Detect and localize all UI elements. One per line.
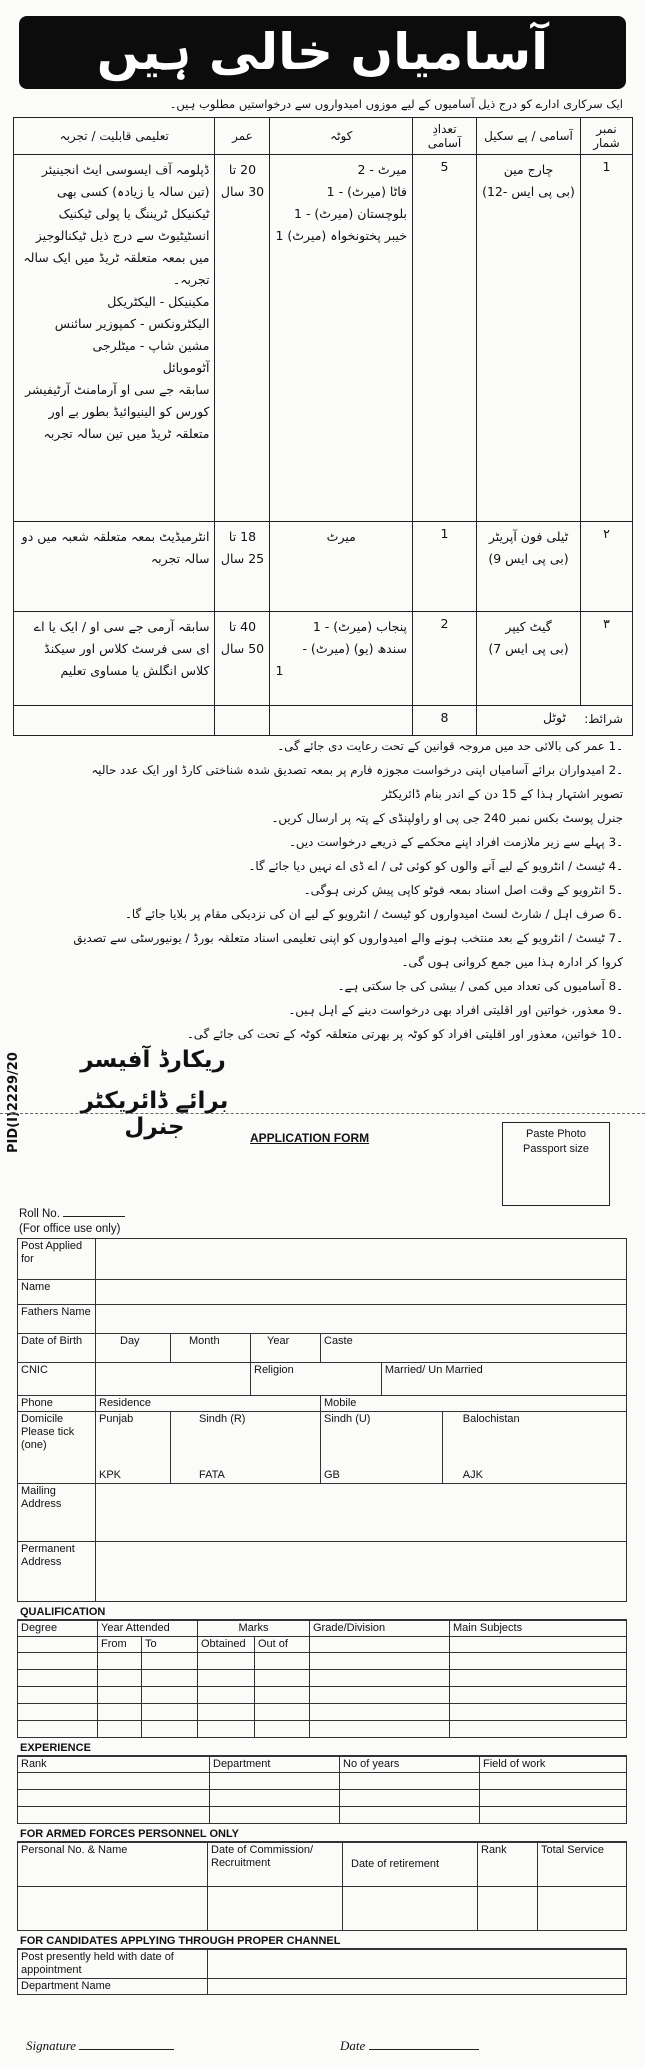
total-empty bbox=[215, 706, 270, 736]
qualification-line: سابقہ آرمی جے سی او / ایک یا اے ای سی فرسٹ کلاس اور سیکنڈ کلاس انگلش یا مساوی تعلیم bbox=[33, 619, 210, 678]
q-cell bbox=[450, 1636, 627, 1652]
age-to: 25 سال bbox=[220, 551, 265, 566]
roll-label: Roll No. bbox=[19, 1208, 60, 1220]
qualification-line: آٹوموبائل bbox=[162, 360, 210, 375]
qualification-row[interactable] bbox=[18, 1720, 627, 1737]
intro-text: ایک سرکاری ادارے کو درج ذیل آسامیوں کے لیے موزوں امیدواروں سے درخواستیں مطلوب ہیں۔ bbox=[169, 97, 623, 111]
armed-forces-heading: FOR ARMED FORCES PERSONNEL ONLY bbox=[17, 1824, 627, 1842]
date-group bbox=[340, 2038, 479, 2054]
row-post bbox=[477, 155, 581, 522]
row-qualification bbox=[14, 155, 215, 522]
post-scale: (بی پی ایس -12) bbox=[482, 184, 575, 199]
e-rank-header: Rank bbox=[18, 1756, 210, 1772]
cut-line bbox=[0, 1113, 645, 1114]
experience-row[interactable] bbox=[18, 1789, 627, 1806]
q-from-header: From bbox=[98, 1636, 142, 1652]
age-from: 20 تا bbox=[228, 162, 257, 177]
row-serial: 1 bbox=[581, 155, 633, 522]
qualification-line: انٹرمیڈیٹ بمعہ متعلقہ شعبہ میں دو سالہ تجربہ bbox=[21, 529, 210, 566]
row-count: 2 bbox=[413, 612, 477, 706]
total-empty bbox=[270, 706, 413, 736]
total-label: ٹوٹل bbox=[477, 706, 633, 736]
row-post bbox=[477, 522, 581, 612]
fathers-name-label: Fathers Name bbox=[18, 1305, 96, 1334]
condition-item: ۔6 صرف اہل / شارٹ لسٹ امیدواروں کو ٹیسٹ / انٹرویو کے لیے ان کی نزدیکی مقام پر بلایا جائے گا۔ bbox=[124, 907, 623, 921]
application-form bbox=[17, 1238, 627, 1995]
marital-field[interactable]: Married/ Un Married bbox=[381, 1363, 626, 1396]
name-field[interactable] bbox=[96, 1280, 627, 1305]
domicile-option-fata[interactable]: FATA bbox=[171, 1468, 321, 1484]
armed-forces-table bbox=[17, 1842, 627, 1931]
pid-code bbox=[6, 1033, 28, 1153]
quota-line: بلوچستان (میرٹ) - 1 bbox=[294, 206, 407, 221]
vacancy-table bbox=[13, 117, 633, 736]
domicile-option-punjab[interactable]: Punjab bbox=[96, 1412, 171, 1468]
qualification-row[interactable] bbox=[18, 1686, 627, 1703]
residence-phone-field[interactable]: Residence bbox=[96, 1396, 321, 1412]
a-service-header: Total Service bbox=[538, 1842, 627, 1886]
q-cell bbox=[18, 1636, 98, 1652]
total-empty bbox=[14, 706, 215, 736]
header-quota: کوٹہ bbox=[270, 118, 413, 155]
header-post: آسامی / پے سکیل bbox=[477, 118, 581, 155]
header-count: تعدادِ آسامی bbox=[413, 118, 477, 155]
quota-line: پنجاب (میرٹ) - 1 bbox=[312, 619, 407, 634]
proper-channel-heading: FOR CANDIDATES APPLYING THROUGH PROPER CHANNEL bbox=[17, 1931, 627, 1949]
qualification-heading: QUALIFICATION bbox=[17, 1602, 627, 1620]
signatory-title: ریکارڈ آفیسر bbox=[80, 1047, 226, 1073]
vacancy-header-row bbox=[14, 118, 633, 155]
condition-item: جنرل پوسٹ بکس نمبر 240 جی پی او راولپنڈی کے پتہ پر ارسال کریں۔ bbox=[271, 811, 623, 825]
cnic-label: CNIC bbox=[18, 1363, 96, 1396]
q-year-header: Year Attended bbox=[98, 1620, 198, 1636]
qualification-line: سابقہ جے سی او آرمامنٹ آرٹیفیشر کورس کو الینیوائیڈ بطور بے اور متعلقہ ٹریڈ میں تین سالہ تجربہ bbox=[25, 382, 210, 441]
condition-item: ۔9 معذور، خواتین اور اقلیتی افراد بھی درخواست دینے کے اہل ہیں۔ bbox=[288, 1003, 623, 1017]
dob-year[interactable]: Year bbox=[251, 1334, 321, 1363]
vacancy-row bbox=[14, 522, 633, 612]
e-years-header: No of years bbox=[340, 1756, 480, 1772]
age-to: 30 سال bbox=[220, 184, 265, 199]
condition-item: ۔5 انٹرویو کے وقت اصل اسناد بمعہ فوٹو کاپی پیش کرنی ہوگی۔ bbox=[303, 883, 623, 897]
pid-text: PID(I)2229/20 bbox=[6, 1052, 21, 1153]
dob-day[interactable]: Day bbox=[96, 1334, 171, 1363]
post-title: ٹیلی فون آپریٹر bbox=[488, 529, 569, 544]
qualification-line: ڈپلومہ آف ایسوسی ایٹ انجینیئر (تین سالہ یا زیادہ) کسی بھی ٹیکنیکل ٹریننگ یا پولی ٹیکنیک انسٹیٹیوٹ سے درج ذیل ٹیکنالوجیز میں بمعہ متعلقہ ٹریڈ میں ایک سالہ تجربہ۔ bbox=[23, 162, 210, 287]
total-count: 8 bbox=[413, 706, 477, 736]
q-grade-header: Grade/Division bbox=[310, 1620, 450, 1636]
date-label: Date bbox=[340, 2038, 366, 2053]
row-age bbox=[215, 522, 270, 612]
post-scale: (بی پی ایس 7) bbox=[488, 641, 569, 656]
a-rank-header: Rank bbox=[478, 1842, 538, 1886]
e-field-header: Field of work bbox=[480, 1756, 627, 1772]
domicile-option-ajk[interactable]: AJK bbox=[442, 1468, 626, 1484]
qualification-row[interactable] bbox=[18, 1703, 627, 1720]
q-marks-header: Marks bbox=[198, 1620, 310, 1636]
header-serial: نمبر شمار bbox=[581, 118, 633, 155]
dob-label: Date of Birth bbox=[18, 1334, 96, 1363]
c-post-label: Post presently held with date of appointment bbox=[18, 1949, 208, 1978]
q-cell bbox=[310, 1636, 450, 1652]
signatory-office: برائے ڈائریکٹر جنرل bbox=[80, 1088, 229, 1140]
q-to-header: To bbox=[142, 1636, 198, 1652]
quota-line: سندھ (یو) (میرٹ) - bbox=[302, 641, 407, 656]
q-subjects-header: Main Subjects bbox=[450, 1620, 627, 1636]
conditions-list bbox=[63, 734, 623, 1046]
quota-line: فاٹا (میرٹ) - 1 bbox=[326, 184, 407, 199]
condition-item: ۔1 عمر کی بالائی حد میں مروجہ قوانین کے تحت رعایت دی جائے گی۔ bbox=[277, 739, 623, 753]
proper-channel-table bbox=[17, 1949, 627, 1995]
post-title: گیٹ کیپر bbox=[505, 619, 552, 634]
caste-field[interactable]: Caste bbox=[321, 1334, 627, 1363]
mailing-address-field[interactable] bbox=[96, 1483, 627, 1541]
photo-size-label: Passport size bbox=[522, 1143, 590, 1155]
signature-label: Signature bbox=[26, 2038, 77, 2053]
conditions-title: شرائط: bbox=[584, 712, 623, 726]
qualification-table bbox=[17, 1620, 627, 1738]
domicile-option-sindh-rural[interactable]: Sindh (R) bbox=[171, 1412, 321, 1468]
c-department-label: Department Name bbox=[18, 1978, 208, 1994]
signature-field[interactable] bbox=[79, 2049, 174, 2050]
header-age: عمر bbox=[215, 118, 270, 155]
signature-row bbox=[26, 2038, 626, 2054]
condition-item: ۔10 خواتین، معذور اور اقلیتی افراد کو کوٹہ پر بھرتی متعلقہ کوٹہ کے تحت کی جائے گی۔ bbox=[186, 1027, 623, 1041]
row-age bbox=[215, 612, 270, 706]
quota-line: میرٹ bbox=[326, 529, 356, 544]
permanent-address-label: Permanent Address bbox=[18, 1541, 96, 1601]
post-scale: (بی پی ایس 9) bbox=[488, 551, 569, 566]
age-to: 50 سال bbox=[220, 641, 265, 656]
q-obtained-header: Obtained bbox=[198, 1636, 255, 1652]
mobile-field[interactable]: Mobile bbox=[321, 1396, 627, 1412]
row-quota bbox=[270, 522, 413, 612]
qualification-row[interactable] bbox=[18, 1669, 627, 1686]
row-serial: ۲ bbox=[581, 522, 633, 612]
row-qualification bbox=[14, 612, 215, 706]
qualification-line: مشین شاپ - میٹلرجی bbox=[92, 338, 210, 353]
domicile-label: Domicile Please tick (one) bbox=[18, 1412, 96, 1484]
q-degree-header: Degree bbox=[18, 1620, 98, 1636]
post-title: چارج مین bbox=[503, 162, 554, 177]
a-personal-header: Personal No. & Name bbox=[18, 1842, 208, 1886]
domicile-option-sindh-urban[interactable]: Sindh (U) bbox=[321, 1412, 443, 1468]
headline-banner: آسامیاں خالی ہیں bbox=[19, 16, 626, 89]
condition-item: ۔8 آسامیوں کی تعداد میں کمی / بیشی کی جا سکتی ہے۔ bbox=[337, 979, 623, 993]
domicile-option-kpk[interactable]: KPK bbox=[96, 1468, 171, 1484]
religion-field[interactable]: Religion bbox=[251, 1363, 382, 1396]
row-age bbox=[215, 155, 270, 522]
quota-line: 1 bbox=[275, 663, 284, 678]
e-department-header: Department bbox=[210, 1756, 340, 1772]
age-from: 18 تا bbox=[228, 529, 257, 544]
roll-number bbox=[19, 1207, 125, 1237]
experience-row[interactable] bbox=[18, 1772, 627, 1789]
c-department-field[interactable] bbox=[208, 1978, 627, 1994]
qualification-line: الیکٹرونکس - کمپوزیر سائنس bbox=[54, 316, 210, 331]
cnic-field[interactable] bbox=[96, 1363, 251, 1396]
vacancy-row bbox=[14, 612, 633, 706]
experience-row[interactable] bbox=[18, 1806, 627, 1823]
experience-table bbox=[17, 1756, 627, 1824]
post-applied-field[interactable] bbox=[96, 1239, 627, 1280]
row-quota bbox=[270, 155, 413, 522]
phone-label: Phone bbox=[18, 1396, 96, 1412]
row-qualification bbox=[14, 522, 215, 612]
date-field[interactable] bbox=[369, 2049, 479, 2050]
domicile-option-gb[interactable]: GB bbox=[321, 1468, 443, 1484]
qualification-row[interactable] bbox=[18, 1652, 627, 1669]
condition-item: ۔2 امیدواران برائے آسامیاں اپنی درخواست مجوزہ فارم پر بمعہ تصدیق شدہ شناختی کارڈ اور ایک عدد حالیہ تصویر اشتہار ہذا کے 15 دن کے اندر بنام ڈائریکٹر bbox=[91, 763, 623, 801]
permanent-address-field[interactable] bbox=[96, 1541, 627, 1601]
condition-item: ۔7 ٹیسٹ / انٹرویو کے بعد منتخب ہونے والے امیدواروں کو اپنی تعلیمی اسناد متعلقہ بورڈ / یونیورسٹی سے تصدیق کروا کر ادارہ ہذا میں جمع کروانی ہوں گی۔ bbox=[73, 931, 623, 969]
c-post-field[interactable] bbox=[208, 1949, 627, 1978]
header-qualification: تعلیمی قابلیت / تجربہ bbox=[14, 118, 215, 155]
domicile-option-balochistan[interactable]: Balochistan bbox=[442, 1412, 626, 1468]
post-applied-label: Post Applied for bbox=[18, 1239, 96, 1280]
fathers-name-field[interactable] bbox=[96, 1305, 627, 1334]
condition-item: ۔4 ٹیسٹ / انٹرویو کے لیے آنے والوں کو کوئی ٹی / اے ڈی اے نہیں دیا جائے گا۔ bbox=[248, 859, 623, 873]
a-retirement-header: Date of retirement bbox=[343, 1842, 478, 1886]
mailing-address-label: Mailing Address bbox=[18, 1483, 96, 1541]
row-count: 5 bbox=[413, 155, 477, 522]
row-quota bbox=[270, 612, 413, 706]
a-commission-header: Date of Commission/ Recruitment bbox=[208, 1842, 343, 1886]
row-serial: ۳ bbox=[581, 612, 633, 706]
roll-input[interactable] bbox=[63, 1216, 125, 1217]
condition-item: ۔3 پہلے سے زیر ملازمت افراد اپنے محکمے کے ذریعے درخواست دیں۔ bbox=[289, 835, 623, 849]
quota-line: خیبر پختونخواہ (میرٹ) 1 bbox=[275, 228, 407, 243]
q-outof-header: Out of bbox=[255, 1636, 310, 1652]
personal-table bbox=[17, 1238, 627, 1602]
row-count: 1 bbox=[413, 522, 477, 612]
qualification-line: مکینیکل - الیکٹریکل bbox=[107, 294, 210, 309]
dob-month[interactable]: Month bbox=[171, 1334, 251, 1363]
name-label: Name bbox=[18, 1280, 96, 1305]
form-title: APPLICATION FORM bbox=[250, 1131, 370, 1145]
quota-line: میرٹ - 2 bbox=[357, 162, 407, 177]
photo-label: Paste Photo bbox=[526, 1128, 586, 1140]
total-row bbox=[14, 706, 633, 736]
row-post bbox=[477, 612, 581, 706]
age-from: 40 تا bbox=[228, 619, 257, 634]
experience-heading: EXPERIENCE bbox=[17, 1738, 627, 1756]
vacancy-row bbox=[14, 155, 633, 522]
armed-forces-row[interactable] bbox=[18, 1886, 627, 1930]
office-use-note: (For office use only) bbox=[19, 1223, 121, 1235]
photo-box[interactable] bbox=[502, 1122, 610, 1206]
